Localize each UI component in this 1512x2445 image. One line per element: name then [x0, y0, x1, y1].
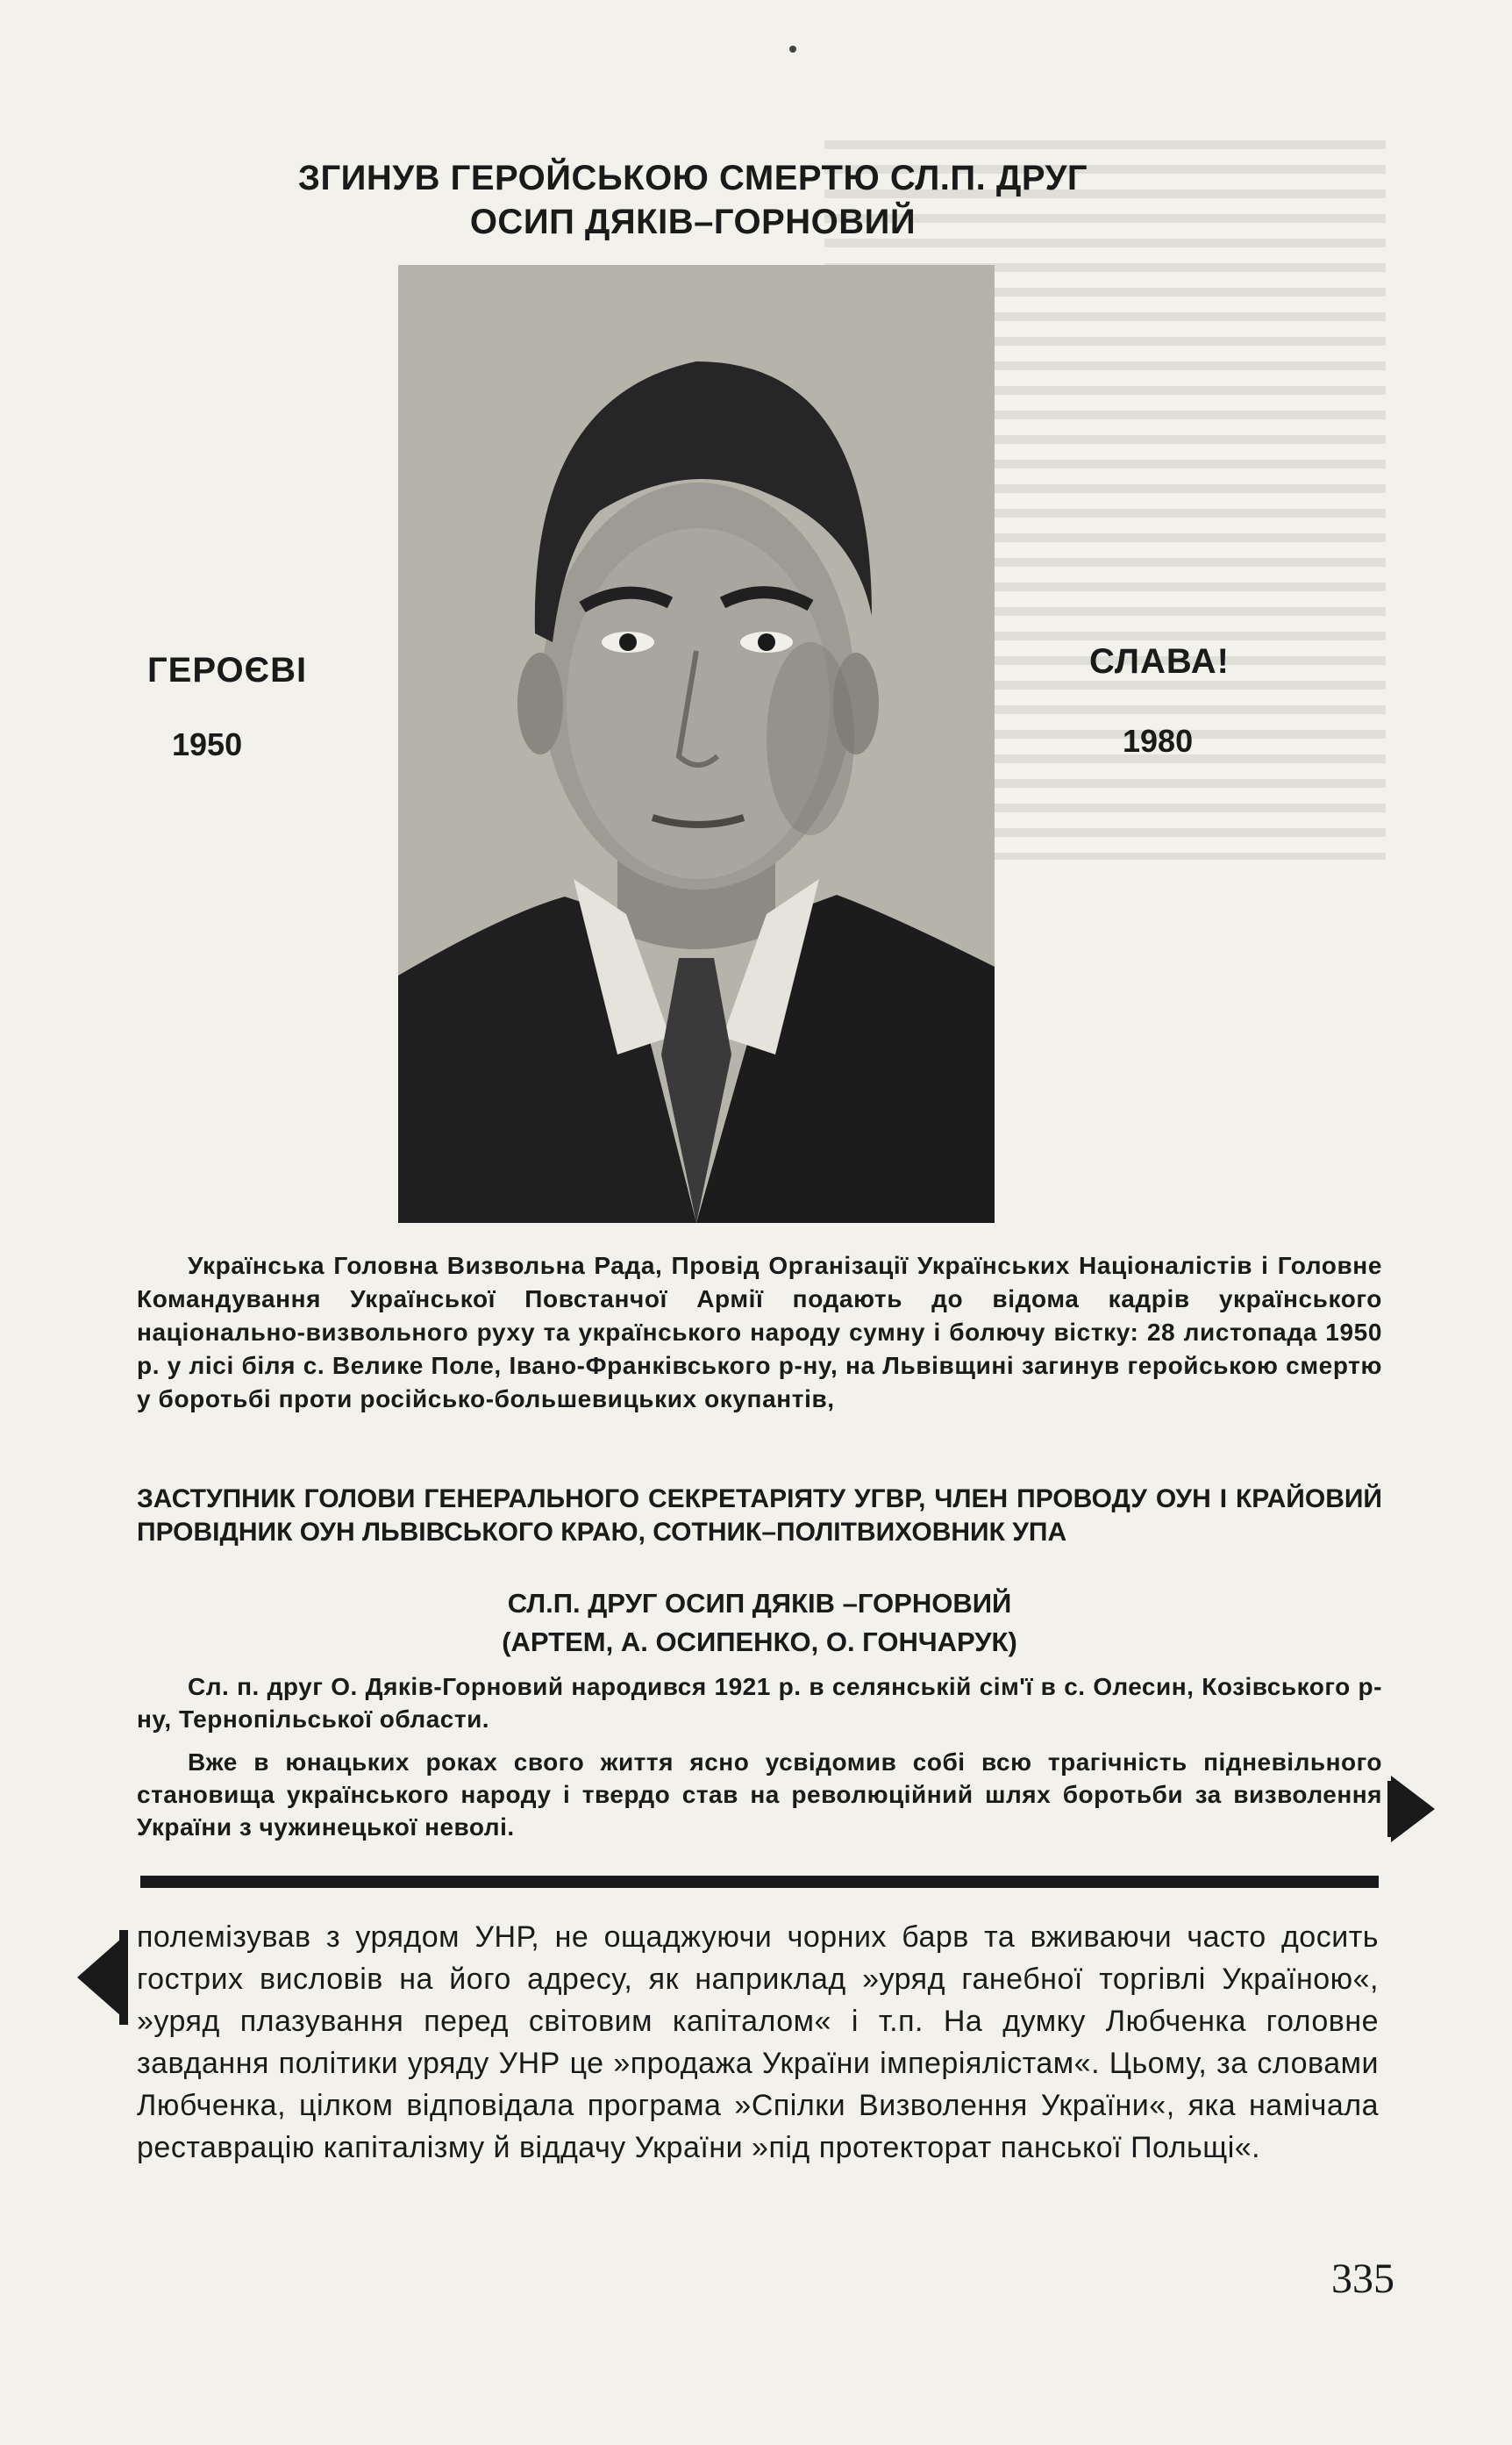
hero-name: СЛ.П. ДРУГ ОСИП ДЯКІВ –ГОРНОВИЙ: [507, 1588, 1012, 1619]
hero-aliases: (АРТЕМ, А. ОСИПЕНКО, О. ГОНЧАРУК): [502, 1626, 1017, 1657]
bio-text-2: Вже в юнацьких роках свого життя ясно усвідомив собі всю трагічність підневільного становища українського народу і твердо став на революційний шлях боротьби за визволення України з чужинецької неволі.: [137, 1748, 1382, 1841]
side-word-left: ГЕРОЄВІ: [147, 651, 308, 690]
continue-marker-stem-left: [119, 1930, 128, 2025]
section-divider: [140, 1876, 1379, 1888]
bio-paragraph-2: [137, 1746, 1382, 1843]
side-year-left: 1950: [172, 726, 243, 762]
continue-arrow-right-icon: [1391, 1776, 1435, 1842]
page-title: [158, 156, 1228, 244]
bio-text-1: Сл. п. друг О. Дяків-Горновий народився 1921 р. в селянській сім'ї в с. Олесин, Козівського р-ну, Тернопільської области.: [137, 1673, 1382, 1733]
ink-dot: [789, 46, 796, 53]
page-number: 335: [1331, 2256, 1394, 2302]
side-word-right: СЛАВА!: [1089, 642, 1230, 681]
portrait-illustration: [398, 265, 995, 1223]
side-year-right: 1980: [1123, 723, 1194, 759]
portrait-photo: [398, 265, 995, 1223]
announcement-text: Українська Головна Визвольна Рада, Провід Організації Українських Націоналістів і Головне Командування Української Повстанчої Армії подають до відома кадрів українського національно-визвольного руху та українського народу сумну і болючу вістку: 28 листопада 1950 р. у лісі біля с. Велике Поле, Івано-Франківського р-ну, на Львівщині загинув геройською смертю у боротьбі проти російсько-большевицьких окупантів,: [137, 1252, 1382, 1412]
title-line-2: ОСИП ДЯКІВ–ГОРНОВИЙ: [469, 203, 916, 241]
body-paragraph: полемізував з урядом УНР, не ощаджуючи чорних барв та вживаючи часто досить гострих висловів на його адресу, як наприклад »уряд ганебної торгівлі Україною«, »уряд плазування перед світовим капіталом« і т.п. На думку Любченка головне завдання політики уряду УНР це »продажа України імперіялістам«. Цьому, за словами Любченка, цілком відповідала програма »Спілки Визволення України«, яка намічала реставрацію капіталізму й віддачу України »під протекторат панської Польщі«.: [137, 1920, 1379, 2164]
announcement-paragraph: [137, 1249, 1382, 1416]
title-line-1: ЗГИНУВ ГЕРОЙСЬКОЮ СМЕРТЮ СЛ.П. ДРУГ: [297, 159, 1088, 197]
bio-paragraph-1: [137, 1670, 1382, 1735]
continue-arrow-left-icon: [77, 1939, 121, 2016]
ranks-heading: ЗАСТУПНИК ГОЛОВИ ГЕНЕРАЛЬНОГО СЕКРЕТАРІЯТУ УГВР, ЧЛЕН ПРОВОДУ ОУН І КРАЙОВИЙ ПРОВІДНИК ОУН ЛЬВІВСЬКОГО КРАЮ, СОТНИК–ПОЛІТВИХОВНИК УПА: [137, 1484, 1382, 1547]
